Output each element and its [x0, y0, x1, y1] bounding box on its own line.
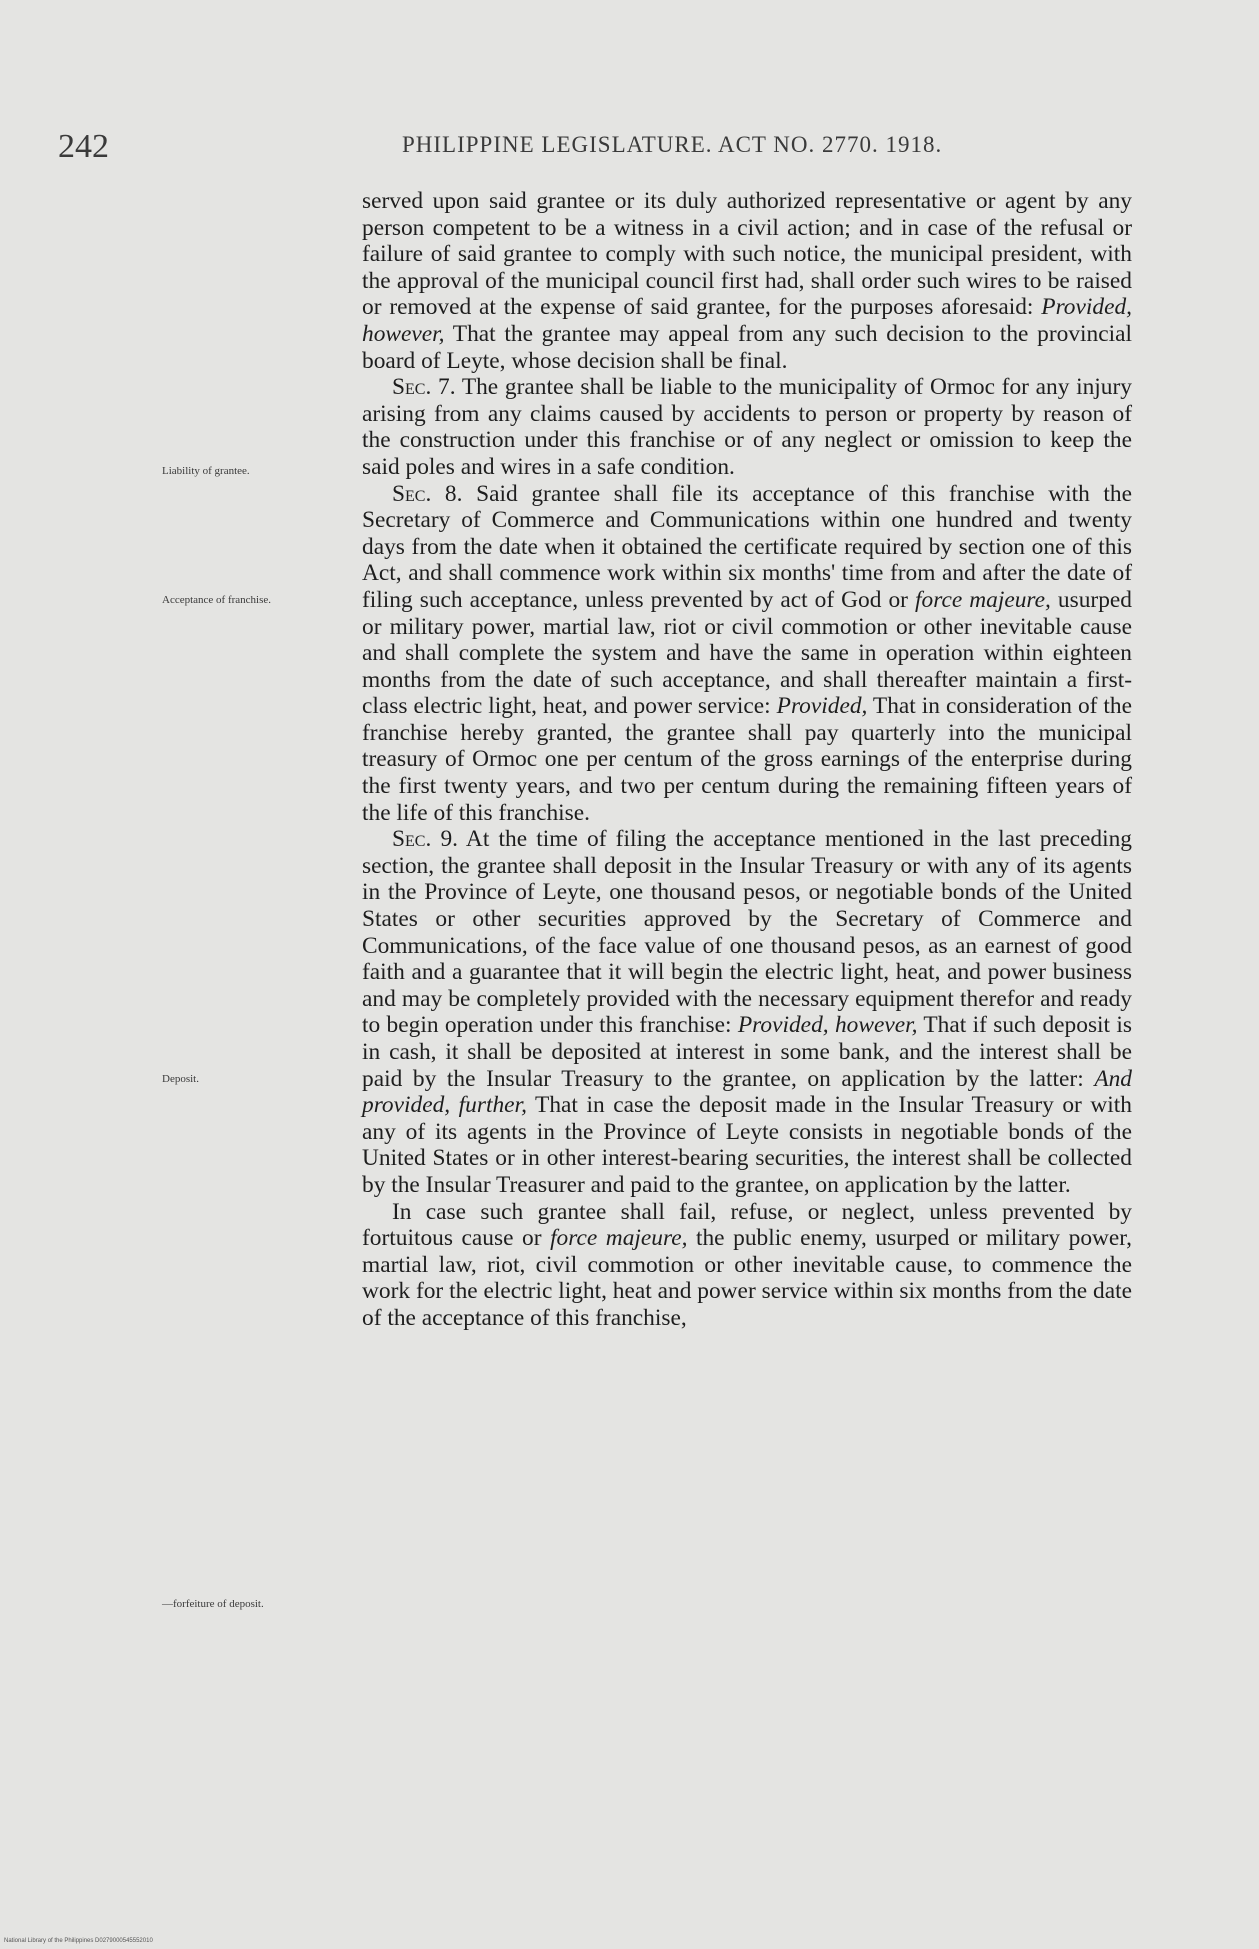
running-head: PHILIPPINE LEGISLATURE. ACT NO. 2770. 1918. — [402, 132, 943, 157]
paragraph-forfeiture: In case such grantee shall fail, refuse, or neglect, unless prevented by fortuitous cause or force majeure, the public enemy, usurped or military power, martial law, riot, civil commotion or other inevitable cause, to commence the work for the electric light, heat and power service within six months from the date of the acceptance of this franchise, — [362, 1198, 1132, 1331]
section-8: Sec. 8. Said grantee shall file its acceptance of this franchise with the Secretary of Commerce and Communications within one hundred and twenty days from the date when it obtained the certificate required by section one of this Act, and shall commence work within six months' time from and after the date of filing such acceptance, unless prevented by act of God or force majeure, usurped or military power, martial law, riot or civil commotion or other inevitable cause and shall complete the system and have the same in operation within eighteen months from the date of such acceptance, and shall thereafter maintain a first-class electric light, heat, and power service: Provided, That in consideration of the franchise hereby granted, the grantee shall pay quarterly into the municipal treasury of Ormoc one per centum of the gross earnings of the enterprise during the first twenty years, and two per centum during the remaining fifteen years of the life of this franchise. — [362, 480, 1132, 826]
margin-note-deposit: Deposit. — [162, 1073, 199, 1085]
page-number: 242 — [58, 128, 109, 165]
section-label: Sec. 8. — [392, 480, 463, 507]
section-9: Sec. 9. At the time of filing the acceptance mentioned in the last preceding section, the grantee shall deposit in the Insular Treasury or with any of its agents in the Province of Leyte, one thousand pesos, or negotiable bonds of the United States or other securities approved by the Secretary of Commerce and Communications, of the face value of one thousand pesos, as an earnest of good faith and a guarantee that it will begin the electric light, heat, and power business and may be completely provided with the necessary equipment therefor and ready to begin operation under this franchise: Provided, however, That if such deposit is in cash, it shall be deposited at interest in some bank, and the interest shall be paid by the Insular Treasury to the grantee, on application by the latter: And provided, further, That in case the deposit made in the Insular Treasury or with any of its agents in the Province of Leyte consists in negotiable bonds of the United States or in other interest-bearing securities, the interest shall be collected by the Insular Treasurer and paid to the grantee, on application by the latter. — [362, 826, 1133, 1198]
section-label: Sec. 7. — [392, 374, 456, 401]
section-7: Sec. 7. The grantee shall be liable to the municipality of Ormoc for any injury arising from any claims caused by accidents to person or property by reason of the construction under this franchise or of any neglect or omission to keep the said poles and wires in a safe condition. — [362, 374, 1132, 480]
scan-credit: National Library of the Philippines D0279000545552010 — [4, 1938, 153, 1944]
margin-note-liability: Liability of grantee. — [162, 465, 250, 477]
paragraph-continuation: served upon said grantee or its duly authorized representative or agent by any person competent to be a witness in a civil action; and in case of the refusal or failure of said grantee to comply with such notice, the municipal president, with the approval of the municipal council first had, shall order such wires to be raised or removed at the expense of said grantee, for the purposes aforesaid: Provided, however, That the grantee may appeal from any such decision to the provincial board of Leyte, whose decision shall be final. — [362, 188, 1132, 374]
body-text — [362, 188, 1132, 1332]
margin-note-acceptance: Acceptance of franchise. — [162, 594, 272, 606]
margin-note-forfeiture: —forfeiture of deposit. — [162, 1598, 264, 1610]
section-label: Sec. 9. — [392, 826, 459, 853]
